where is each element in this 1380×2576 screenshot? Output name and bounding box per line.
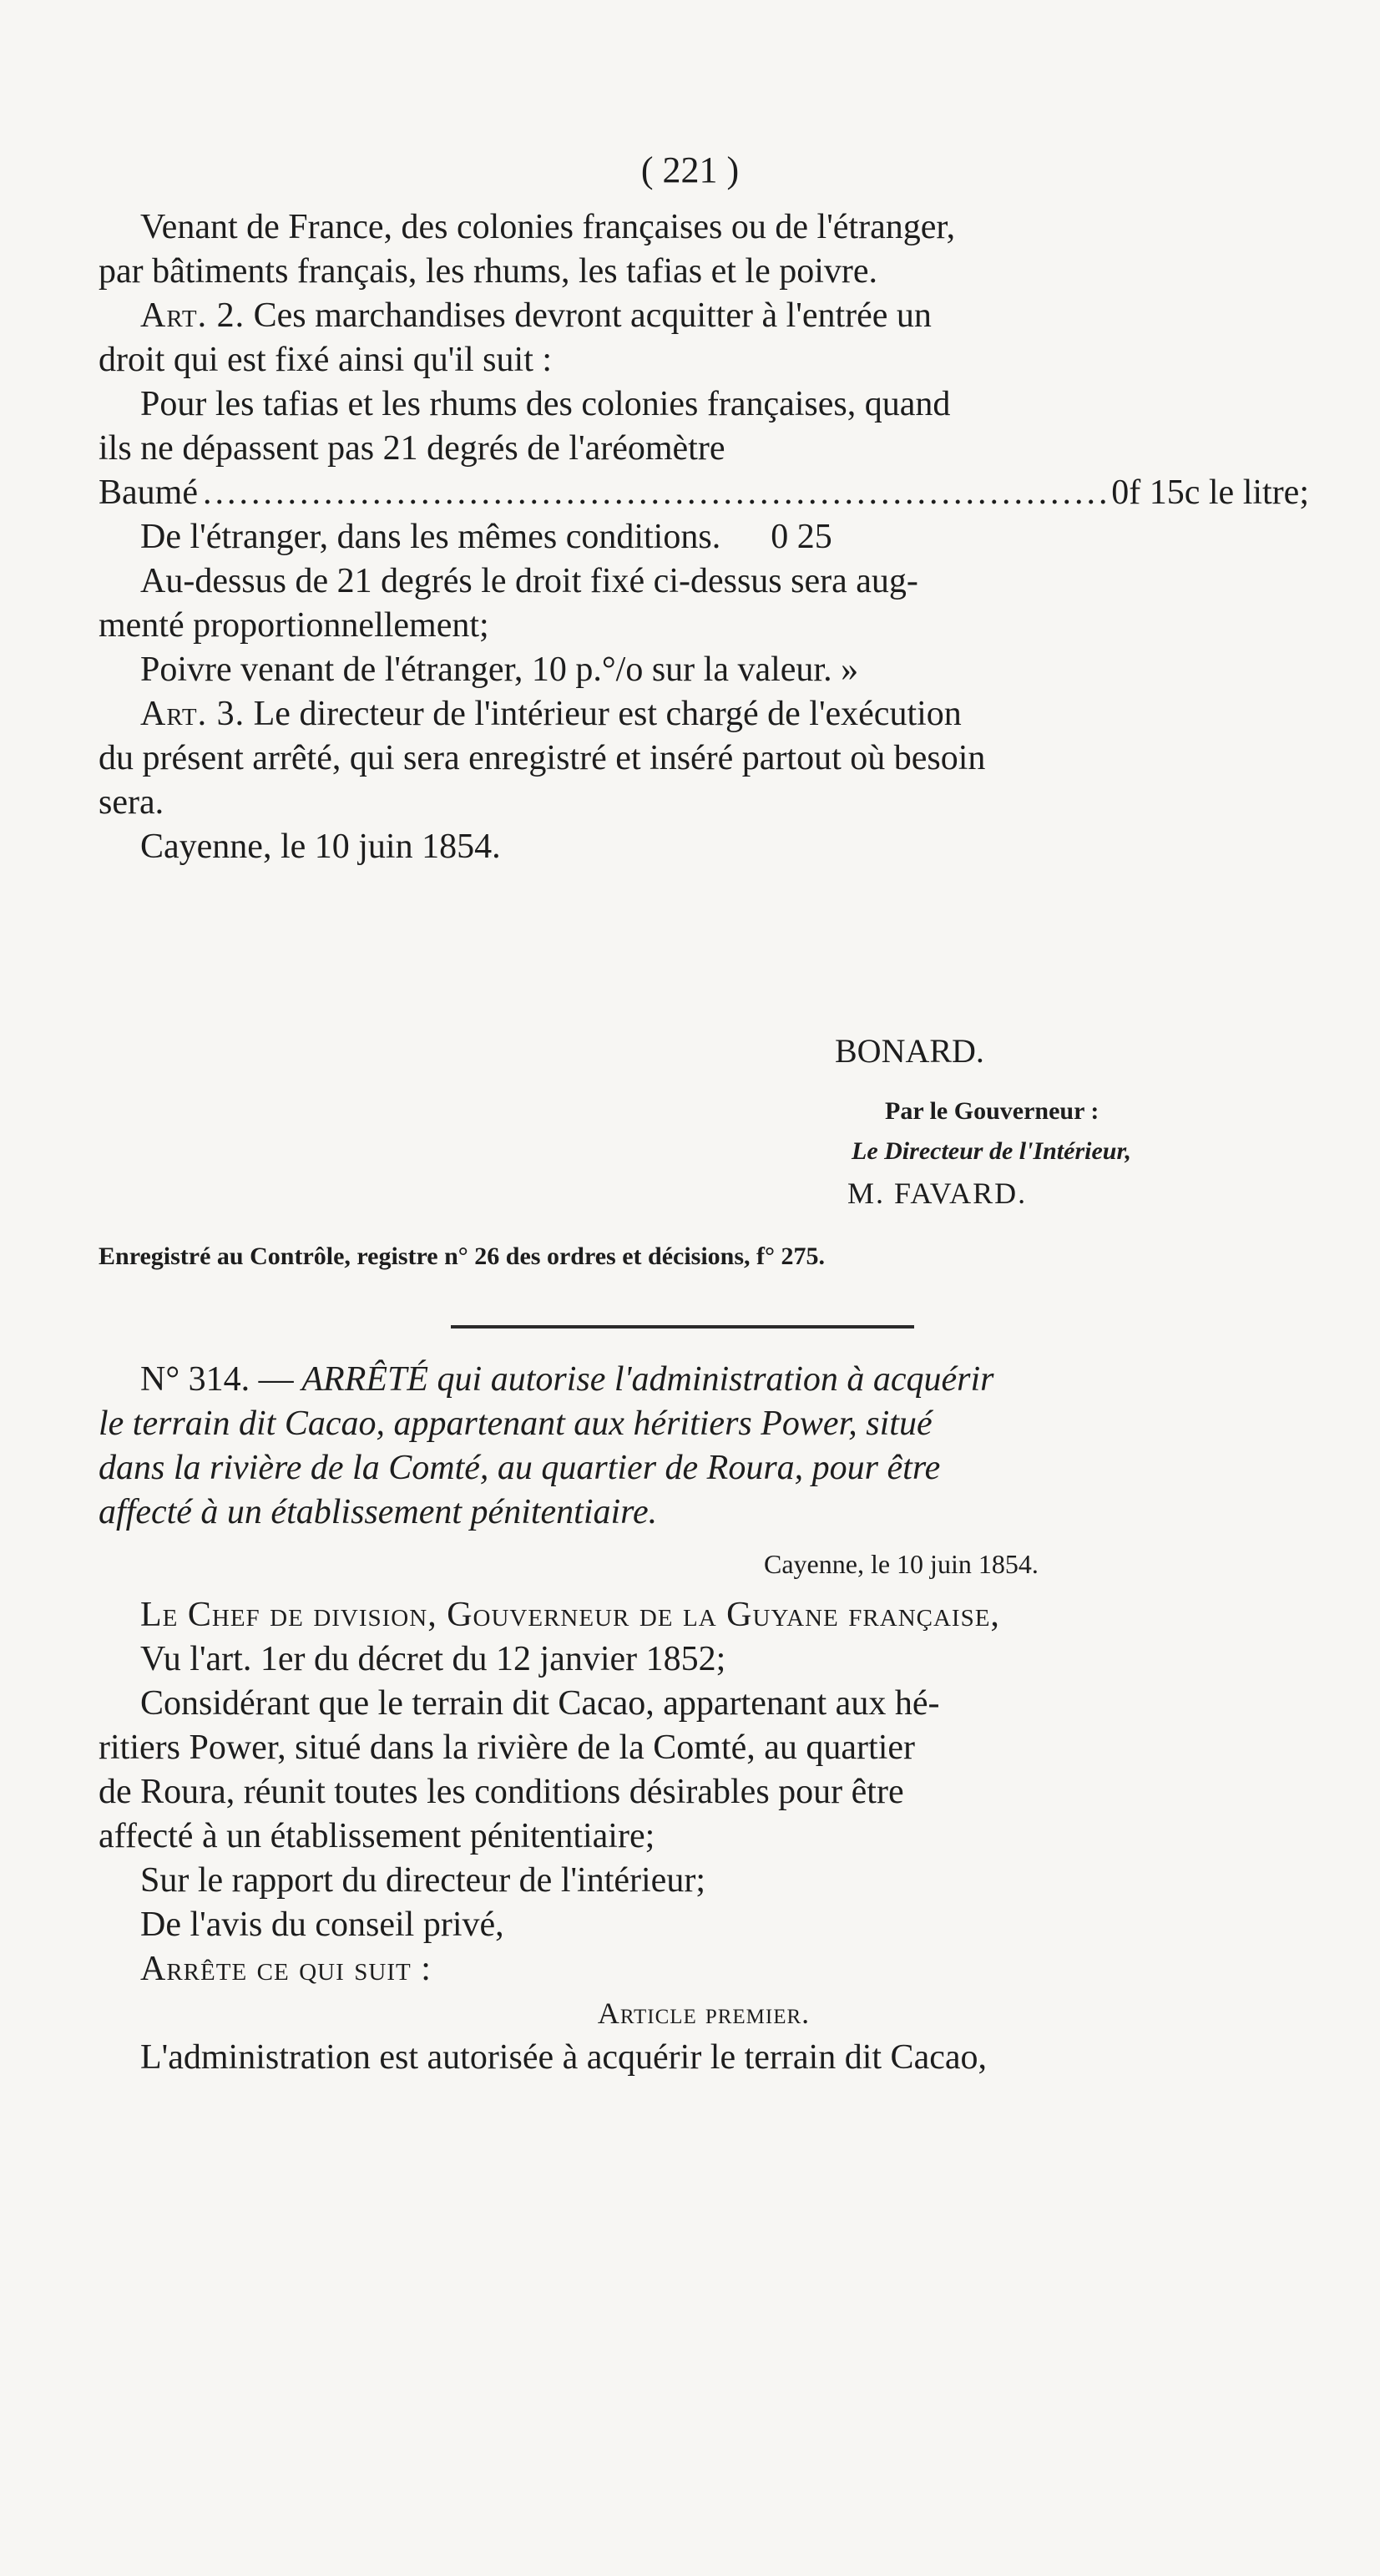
tariff-baume-line [99, 471, 1309, 515]
tariff-etranger-line [99, 515, 1309, 559]
arrete-line: Arrête ce qui suit : [140, 1950, 432, 1988]
date-line: Cayenne, le 10 juin 1854. [140, 827, 501, 866]
par-le-gouverneur: Par le Gouverneur : [885, 1097, 1099, 1125]
text-line: Au-dessus de 21 degrés le droit fixé ci-dessus sera aug- [140, 562, 918, 600]
decree-date: Cayenne, le 10 juin 1854. [764, 1549, 1039, 1579]
decree-number: N° 314. — [140, 1360, 294, 1399]
page-number: ( 221 ) [640, 149, 740, 190]
article-premier-heading: Article premier. [597, 1997, 811, 2030]
considerant-line: Considérant que le terrain dit Cacao, appartenant aux hé- [140, 1684, 940, 1723]
directeur-title: Le Directeur de l'Intérieur, [852, 1137, 1131, 1165]
article-2 [99, 294, 1309, 338]
section-divider [451, 1325, 914, 1328]
decree-title: ARRÊTÉ qui autorise l'administration à acquérir [301, 1360, 994, 1399]
text-line: droit qui est fixé ainsi qu'il suit : [99, 341, 553, 379]
text-line: du présent arrêté, qui sera enregistré et inséré partout où besoin [99, 739, 986, 777]
text-line: L'administration est autorisée à acquérir le terrain dit Cacao, [140, 2038, 987, 2077]
article-label: Art. 3. [140, 695, 245, 733]
article-text: Ces marchandises devront acquitter à l'entrée un [253, 296, 932, 335]
decree-title-line: affecté à un établissement pénitentiaire. [99, 1493, 658, 1531]
registration-note: Enregistré au Contrôle, registre n° 26 des ordres et décisions, f° 275. [99, 1242, 826, 1270]
avis-line: De l'avis du conseil privé, [140, 1905, 504, 1944]
text-line: ils ne dépassent pas 21 degrés de l'aréomètre [99, 429, 725, 468]
rapport-line: Sur le rapport du directeur de l'intérieur; [140, 1861, 705, 1900]
text-line: Pour les tafias et les rhums des colonies françaises, quand [140, 385, 951, 423]
signature-bonard: BONARD. [835, 1032, 984, 1070]
vu-line: Vu l'art. 1er du décret du 12 janvier 1852; [140, 1640, 726, 1678]
article-label: Art. 2. [140, 296, 245, 335]
considerant-line: de Roura, réunit toutes les conditions désirables pour être [99, 1773, 904, 1811]
considerant-line: affecté à un établissement pénitentiaire; [99, 1817, 655, 1855]
decree-body [99, 1593, 1309, 2080]
tariff-label: De l'étranger, dans les mêmes conditions. [140, 518, 721, 556]
chef-line: Le Chef de division, Gouverneur de la Guyane française, [140, 1596, 1000, 1634]
signature-favard: M. FAVARD. [847, 1177, 1028, 1210]
dot-leader [203, 471, 1106, 515]
section-decree-end [99, 205, 1309, 869]
tariff-rate: 0f 15c le litre; [1111, 473, 1309, 512]
tariff-rate: 0 25 [771, 518, 832, 556]
text-line: sera. [99, 783, 164, 822]
article-text: Le directeur de l'intérieur est chargé de l'exécution [253, 695, 962, 733]
article-3 [99, 692, 1309, 736]
decree-title-line [99, 1358, 1309, 1402]
text-line: par bâtiments français, les rhums, les tafias et le poivre. [99, 252, 878, 291]
decree-title-line: le terrain dit Cacao, appartenant aux héritiers Power, situé [99, 1404, 933, 1443]
section-arrete-314 [99, 1358, 1309, 1535]
tariff-label: Baumé [99, 473, 198, 512]
text-line: Venant de France, des colonies françaises ou de l'étranger, [140, 208, 956, 246]
decree-title-line: dans la rivière de la Comté, au quartier de Roura, pour être [99, 1449, 941, 1487]
text-line: menté proportionnellement; [99, 606, 489, 645]
text-line: Poivre venant de l'étranger, 10 p.°/o sur la valeur. » [140, 650, 859, 689]
considerant-line: ritiers Power, situé dans la rivière de la Comté, au quartier [99, 1728, 915, 1767]
